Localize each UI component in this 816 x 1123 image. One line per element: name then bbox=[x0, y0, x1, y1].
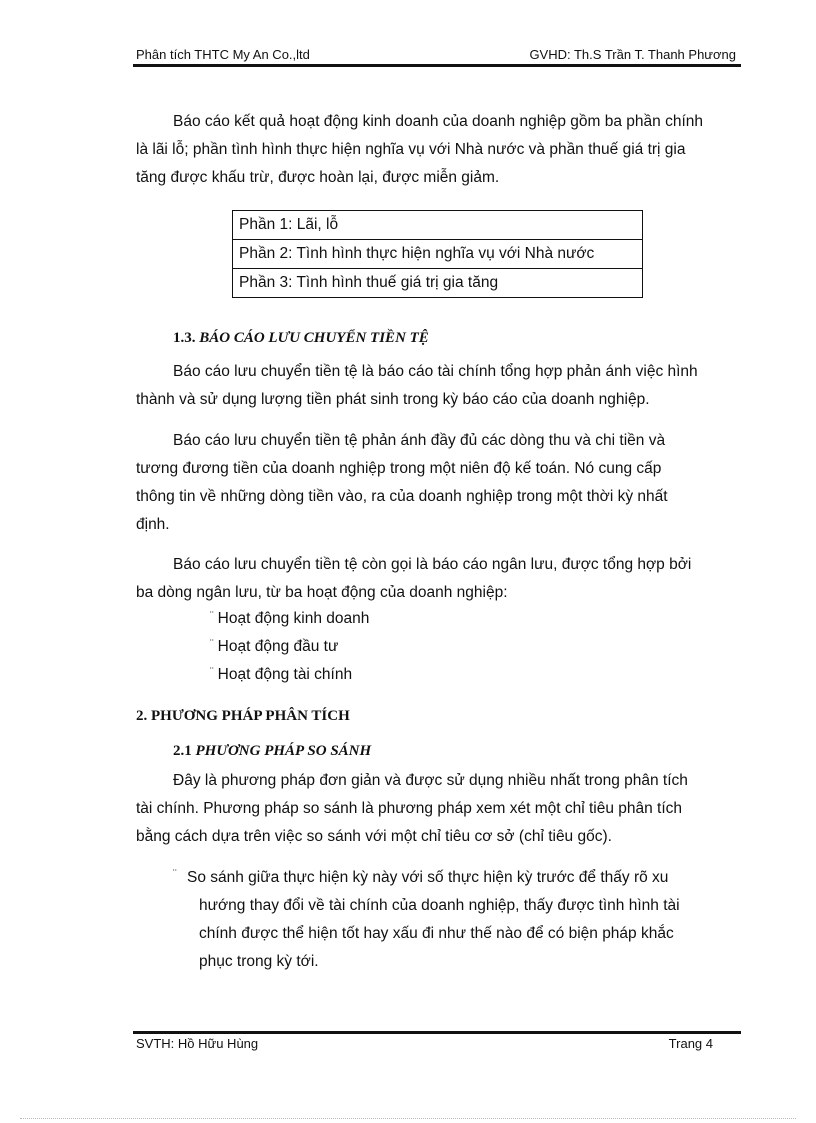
text-line: chính được thể hiện tốt hay xấu đi như thế nào để có biện pháp khắc bbox=[199, 925, 674, 942]
bullet-icon: ¨ bbox=[210, 666, 214, 678]
text-line: Báo cáo lưu chuyển tiền tệ phản ánh đầy đủ các dòng thu và chi tiền và bbox=[173, 432, 666, 449]
text-line: hướng thay đổi về tài chính của doanh nghiệp, thấy được tình hình tài bbox=[199, 897, 680, 914]
section-2-1-title: PHƯƠNG PHÁP SO SÁNH bbox=[195, 743, 372, 759]
text-line: ba dòng ngân lưu, từ ba hoạt động của doanh nghiệp: bbox=[136, 584, 508, 601]
text-line: thông tin về những dòng tiền vào, ra của doanh nghiệp trong một thời kỳ nhất bbox=[136, 488, 668, 505]
table-row bbox=[233, 269, 643, 298]
parts-table bbox=[232, 210, 643, 298]
list-item bbox=[210, 666, 352, 684]
list-item-text: Hoạt động tài chính bbox=[217, 666, 353, 683]
list-item-text: Hoạt động kinh doanh bbox=[217, 610, 370, 627]
footer-right: Trang 4 bbox=[668, 1036, 713, 1051]
section-1-3-para-2 bbox=[136, 427, 732, 539]
comparison-bullet bbox=[173, 864, 680, 976]
text-line: Báo cáo lưu chuyển tiền tệ là báo cáo tài chính tổng hợp phản ánh việc hình bbox=[173, 363, 698, 380]
intro-line-2: là lãi lỗ; phần tình hình thực hiện nghĩa vụ với Nhà nước và phần thuế giá trị gia bbox=[136, 141, 686, 158]
page-edge-divider bbox=[20, 1118, 796, 1119]
text-line: bằng cách dựa trên việc so sánh với một chỉ tiêu cơ sở (chỉ tiêu gốc). bbox=[136, 828, 612, 845]
header-right: GVHD: Th.S Trần T. Thanh Phương bbox=[529, 47, 736, 62]
section-2-1-number: 2.1 bbox=[173, 743, 192, 759]
bullet-icon: ¨ bbox=[210, 638, 214, 650]
list-item bbox=[210, 610, 369, 628]
intro-paragraph bbox=[136, 108, 732, 192]
text-line: So sánh giữa thực hiện kỳ này với số thực hiện kỳ trước để thấy rõ xu bbox=[187, 869, 669, 886]
text-line: định. bbox=[136, 516, 170, 533]
intro-line-1: Báo cáo kết quả hoạt động kinh doanh của doanh nghiệp gồm ba phần chính bbox=[173, 113, 704, 130]
table-cell: Phần 3: Tình hình thuế giá trị gia tăng bbox=[233, 269, 643, 298]
list-item-text: Hoạt động đầu tư bbox=[217, 638, 339, 655]
text-line: phục trong kỳ tới. bbox=[199, 953, 319, 970]
section-1-3-heading bbox=[173, 330, 429, 347]
text-line: tương đương tiền của doanh nghiệp trong một niên độ kế toán. Nó cung cấp bbox=[136, 460, 662, 477]
bullet-icon: ¨ bbox=[173, 868, 177, 880]
section-2-1-heading bbox=[173, 743, 371, 760]
bullet-icon: ¨ bbox=[210, 610, 214, 622]
header-left: Phân tích THTC My An Co.,ltd bbox=[136, 47, 310, 62]
section-1-3-para-1 bbox=[136, 358, 732, 414]
text-line: thành và sử dụng lượng tiền phát sinh trong kỳ báo cáo của doanh nghiệp. bbox=[136, 391, 650, 408]
section-2-heading: 2. PHƯƠNG PHÁP PHÂN TÍCH bbox=[136, 708, 350, 724]
text-line: tài chính. Phương pháp so sánh là phương pháp xem xét một chỉ tiêu phân tích bbox=[136, 800, 683, 817]
section-1-3-number: 1.3. bbox=[173, 330, 196, 346]
text-line: Đây là phương pháp đơn giản và được sử dụng nhiều nhất trong phân tích bbox=[173, 772, 688, 789]
list-item bbox=[210, 638, 338, 656]
table-row bbox=[233, 240, 643, 269]
section-1-3-para-3 bbox=[136, 551, 732, 607]
section-1-3-title: BÁO CÁO LƯU CHUYỂN TIỀN TỆ bbox=[199, 330, 429, 346]
footer-left: SVTH: Hồ Hữu Hùng bbox=[136, 1036, 259, 1051]
footer-rule bbox=[133, 1031, 741, 1034]
section-2-1-para bbox=[136, 767, 732, 851]
table-cell: Phần 1: Lãi, lỗ bbox=[233, 211, 643, 240]
intro-line-3: tăng được khấu trừ, được hoàn lại, được miễn giảm. bbox=[136, 169, 500, 186]
text-line: Báo cáo lưu chuyển tiền tệ còn gọi là báo cáo ngân lưu, được tổng hợp bởi bbox=[173, 556, 692, 573]
header-rule bbox=[133, 64, 741, 67]
table-row bbox=[233, 211, 643, 240]
table-cell: Phần 2: Tình hình thực hiện nghĩa vụ với Nhà nước bbox=[233, 240, 643, 269]
